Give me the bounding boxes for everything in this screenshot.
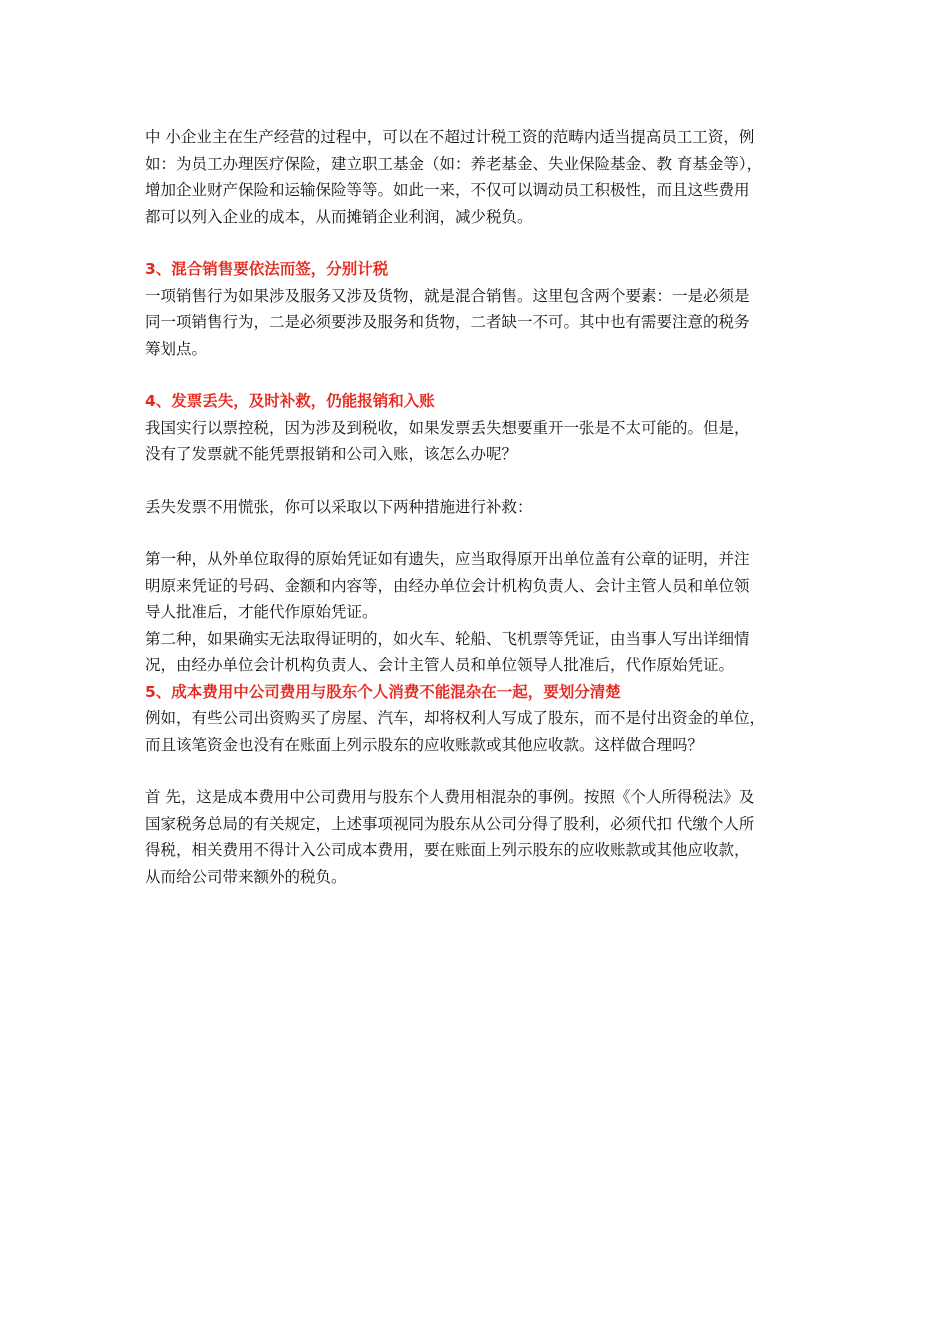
text-line: 筹划点。: [145, 339, 208, 358]
text-line: 第一种，从外单位取得的原始凭证如有遗失，应当取得原开出单位盖有公章的证明，并注: [145, 550, 750, 568]
text-line: 同一项销售行为，二是必须要涉及服务和货物，二者缺一不可。其中也有需要注意的税务: [145, 313, 750, 331]
text-line: 国家税务总局的有关规定，上述事项视同为股东从公司分得了股利，必须代扣 代缴个人所: [145, 814, 755, 833]
section-4-paragraph-4: [145, 626, 815, 679]
text-line: 而且该笔资金也没有在账面上列示股东的应收账款或其他应收款。这样做合理吗？: [145, 735, 704, 754]
paragraph-gap: [145, 468, 815, 494]
section-3-heading: 3、混合销售要依法而签，分别计税: [145, 260, 389, 278]
text-line: 增加企业财产保险和运输保险等等。如此一来，不仅可以调动员工积极性，而且这些费用: [145, 181, 750, 199]
paragraph-gap: [145, 230, 815, 256]
paragraph-gap: [145, 520, 815, 546]
section-4-paragraph-1: [145, 415, 815, 468]
text-line: 况，由经办单位会计机构负责人、会计主管人员和单位领导人批准后，代作原始凭证。: [145, 656, 735, 674]
section-5-paragraph-2: [145, 784, 815, 890]
text-line: 明原来凭证的号码、金额和内容等，由经办单位会计机构负责人、会计主管人员和单位领: [145, 576, 750, 595]
text-line: 一项销售行为如果涉及服务又涉及货物，就是混合销售。这里包含两个要素：一是必须是: [145, 286, 750, 305]
text-line: 从而给公司带来额外的税负。: [145, 867, 347, 886]
paragraph-gap: [145, 362, 815, 388]
text-line: 导人批准后，才能代作原始凭证。: [145, 603, 378, 621]
text-line: 如：为员工办理医疗保险，建立职工基金（如：养老基金、失业保险基金、教 育基金等），: [145, 154, 763, 173]
text-line: 都可以列入企业的成本，从而摊销企业利润，减少税负。: [145, 207, 533, 226]
text-line: 我国实行以票控税，因为涉及到税收，如果发票丢失想要重开一张是不太可能的。但是，: [145, 418, 750, 437]
section-5-heading: 5、成本费用中公司费用与股东个人消费不能混杂在一起，要划分清楚: [145, 682, 621, 701]
text-line: 首 先，这是成本费用中公司费用与股东个人费用相混杂的事例。按照《个人所得税法》及: [145, 788, 755, 806]
text-line: 中 小企业主在生产经营的过程中，可以在不超过计税工资的范畴内适当提高员工工资，例: [145, 128, 755, 146]
text-line: 没有了发票就不能凭票报销和公司入账，该怎么办呢？: [145, 445, 518, 463]
intro-paragraph: [145, 124, 815, 230]
text-line: 例如，有些公司出资购买了房屋、汽车，却将权利人写成了股东，而不是付出资金的单位，: [145, 709, 766, 727]
section-4-paragraph-2: [145, 494, 815, 521]
text-line: 第二种，如果确实无法取得证明的，如火车、轮船、飞机票等凭证，由当事人写出详细情: [145, 629, 750, 648]
section-5-paragraph-1: [145, 705, 815, 758]
text-line: 得税，相关费用不得计入公司成本费用，要在账面上列示股东的应收账款或其他应收款，: [145, 841, 750, 859]
section-4-heading: 4、发票丢失，及时补救，仍能报销和入账: [145, 392, 435, 410]
section-4-paragraph-3: [145, 546, 815, 626]
text-line: 丢失发票不用慌张，你可以采取以下两种措施进行补救：: [145, 497, 533, 516]
document-page: [145, 124, 815, 890]
paragraph-gap: [145, 758, 815, 784]
section-3-paragraph: [145, 283, 815, 363]
